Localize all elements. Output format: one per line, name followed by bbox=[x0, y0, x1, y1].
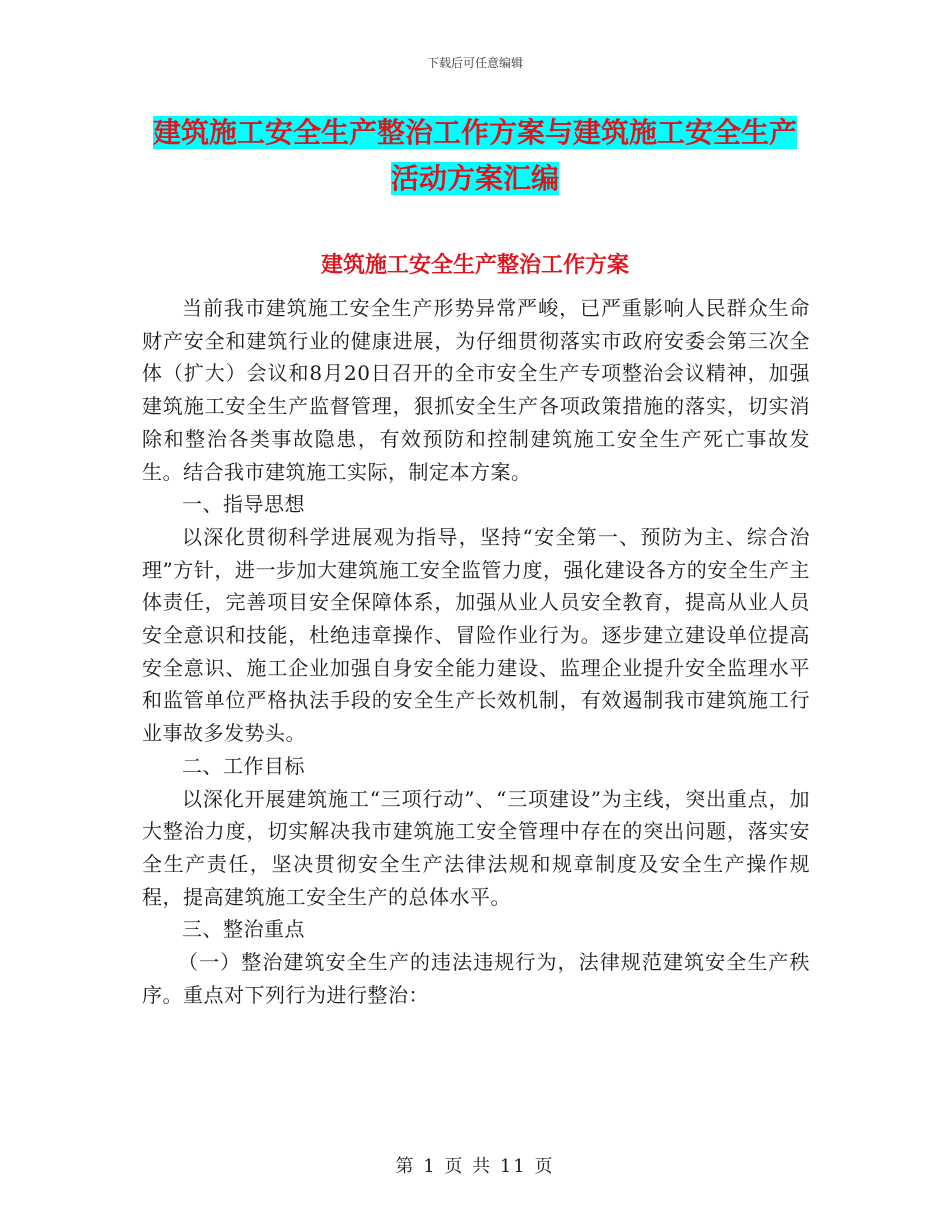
paragraph-intro: 当前我市建筑施工安全生产形势异常严峻，已严重影响人民群众生命财产安全和建筑行业的健康进展，为仔细贯彻落实市政府安委会第三次全体（扩大）会议和8月20日召开的全市安全生产专项整治会议精神，加强建筑施工安全生产监督管理，狠抓安全生产各项政策措施的落实，切实消除和整治各类事故隐患，有效预防和控制建筑施工安全生产死亡事故发生。结合我市建筑施工实际，制定本方案。 bbox=[142, 296, 810, 484]
page-footer: 第 1 页 共 11 页 bbox=[395, 1156, 555, 1177]
heading-rectification-focus: 三、整治重点 bbox=[182, 917, 305, 942]
title-line-2: 活动方案汇编 bbox=[390, 162, 559, 195]
title-line-1: 建筑施工安全生产整治工作方案与建筑施工安全生产 bbox=[152, 116, 797, 149]
section-title: 建筑施工安全生产整治工作方案 bbox=[320, 253, 629, 278]
heading-guiding-ideology: 一、指导思想 bbox=[182, 492, 305, 517]
header-note: 下载后可任意编辑 bbox=[426, 56, 523, 70]
heading-work-goals: 二、工作目标 bbox=[182, 753, 305, 778]
paragraph-rectification-item-1: （一）整治建筑安全生产的违法违规行为，法律规范建筑安全生产秩序。重点对下列行为进行整治： bbox=[142, 950, 810, 1007]
paragraph-work-goals: 以深化开展建筑施工“三项行动”、“三项建设”为主线，突出重点，加大整治力度，切实解决我市建筑施工安全管理中存在的突出问题，落实安全生产责任，坚决贯彻安全生产法律法规和规章制度及安全生产操作规程，提高建筑施工安全生产的总体水平。 bbox=[142, 786, 810, 909]
document-body bbox=[142, 292, 810, 1011]
paragraph-guiding-ideology: 以深化贯彻科学进展观为指导，坚持“安全第一、预防为主、综合治理”方针，进一步加大建筑施工安全监管力度，强化建设各方的安全生产主体责任，完善项目安全保障体系，加强从业人员安全教育，提高从业人员安全意识和技能，杜绝违章操作、冒险作业行为。逐步建立建设单位提高安全意识、施工企业加强自身安全能力建设、监理企业提升安全监理水平和监管单位严格执法手段的安全生产长效机制，有效遏制我市建筑施工行业事故多发势头。 bbox=[142, 524, 810, 746]
document-title bbox=[140, 110, 810, 202]
